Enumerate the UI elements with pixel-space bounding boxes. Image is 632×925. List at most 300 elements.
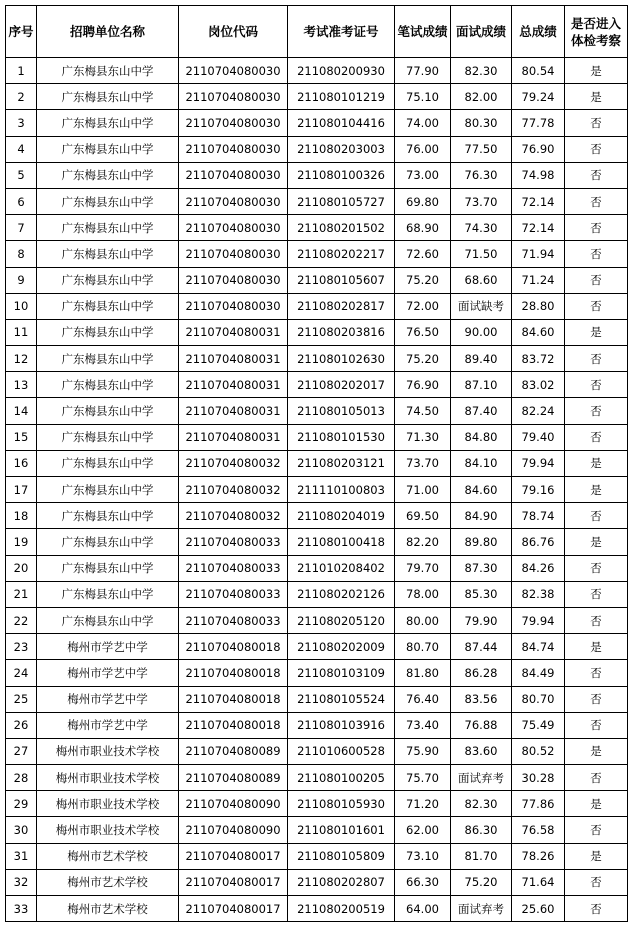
cell-post: 2110704080090: [179, 791, 288, 817]
cell-written: 76.90: [395, 372, 451, 398]
cell-no: 28: [6, 765, 37, 791]
cell-interview: 89.80: [451, 529, 512, 555]
table-row: [6, 581, 628, 607]
cell-written: 73.00: [395, 162, 451, 188]
cell-interview: 84.10: [451, 450, 512, 476]
cell-interview: 87.30: [451, 555, 512, 581]
cell-written: 75.20: [395, 346, 451, 372]
cell-total: 77.78: [512, 110, 565, 136]
cell-post: 2110704080030: [179, 267, 288, 293]
cell-interview: 77.50: [451, 136, 512, 162]
cell-written: 76.50: [395, 319, 451, 345]
cell-written: 76.40: [395, 686, 451, 712]
cell-total: 30.28: [512, 765, 565, 791]
cell-interview: 84.60: [451, 477, 512, 503]
header-total: 总成绩: [512, 6, 565, 58]
cell-post: 2110704080018: [179, 634, 288, 660]
cell-no: 10: [6, 293, 37, 319]
cell-written: 79.70: [395, 555, 451, 581]
cell-no: 30: [6, 817, 37, 843]
cell-exam: 211080105524: [288, 686, 395, 712]
cell-check: 否: [565, 110, 628, 136]
cell-written: 73.10: [395, 843, 451, 869]
cell-total: 77.86: [512, 791, 565, 817]
cell-interview: 74.30: [451, 215, 512, 241]
cell-no: 27: [6, 738, 37, 764]
cell-unit: 梅州市职业技术学校: [37, 791, 179, 817]
cell-interview: 87.40: [451, 398, 512, 424]
table-row: [6, 162, 628, 188]
cell-exam: 211080202807: [288, 869, 395, 895]
cell-unit: 广东梅县东山中学: [37, 424, 179, 450]
cell-post: 2110704080033: [179, 581, 288, 607]
cell-interview: 86.30: [451, 817, 512, 843]
cell-no: 2: [6, 84, 37, 110]
cell-check: 否: [565, 712, 628, 738]
table-row: [6, 712, 628, 738]
cell-unit: 广东梅县东山中学: [37, 162, 179, 188]
cell-total: 74.98: [512, 162, 565, 188]
cell-exam: 211080100418: [288, 529, 395, 555]
cell-post: 2110704080089: [179, 738, 288, 764]
cell-no: 9: [6, 267, 37, 293]
cell-interview: 87.44: [451, 634, 512, 660]
cell-written: 71.00: [395, 477, 451, 503]
cell-unit: 广东梅县东山中学: [37, 58, 179, 84]
cell-total: 72.14: [512, 215, 565, 241]
cell-interview: 84.80: [451, 424, 512, 450]
cell-interview: 87.10: [451, 372, 512, 398]
cell-unit: 广东梅县东山中学: [37, 503, 179, 529]
cell-unit: 广东梅县东山中学: [37, 398, 179, 424]
cell-no: 7: [6, 215, 37, 241]
cell-total: 78.26: [512, 843, 565, 869]
cell-exam: 211080203121: [288, 450, 395, 476]
cell-no: 11: [6, 319, 37, 345]
cell-written: 71.30: [395, 424, 451, 450]
table-row: [6, 843, 628, 869]
cell-no: 33: [6, 896, 37, 922]
table-row: [6, 869, 628, 895]
cell-written: 69.80: [395, 188, 451, 214]
cell-total: 79.94: [512, 450, 565, 476]
cell-interview: 84.90: [451, 503, 512, 529]
cell-check: 否: [565, 660, 628, 686]
cell-no: 23: [6, 634, 37, 660]
cell-interview: 68.60: [451, 267, 512, 293]
cell-unit: 广东梅县东山中学: [37, 607, 179, 633]
cell-unit: 梅州市学艺中学: [37, 634, 179, 660]
table-row: [6, 110, 628, 136]
cell-exam: 211080202126: [288, 581, 395, 607]
table-row: [6, 477, 628, 503]
cell-total: 79.16: [512, 477, 565, 503]
header-written: 笔试成绩: [395, 6, 451, 58]
cell-interview: 82.00: [451, 84, 512, 110]
cell-check: 是: [565, 843, 628, 869]
cell-post: 2110704080030: [179, 162, 288, 188]
cell-interview: 81.70: [451, 843, 512, 869]
cell-no: 4: [6, 136, 37, 162]
cell-no: 18: [6, 503, 37, 529]
cell-exam: 211080101219: [288, 84, 395, 110]
cell-total: 71.94: [512, 241, 565, 267]
cell-total: 84.60: [512, 319, 565, 345]
cell-exam: 211080101530: [288, 424, 395, 450]
cell-check: 是: [565, 84, 628, 110]
cell-written: 73.40: [395, 712, 451, 738]
cell-check: 否: [565, 293, 628, 319]
cell-unit: 广东梅县东山中学: [37, 477, 179, 503]
cell-post: 2110704080033: [179, 607, 288, 633]
cell-written: 66.30: [395, 869, 451, 895]
cell-unit: 广东梅县东山中学: [37, 293, 179, 319]
cell-post: 2110704080017: [179, 843, 288, 869]
cell-interview: 80.30: [451, 110, 512, 136]
cell-exam: 211080100326: [288, 162, 395, 188]
cell-total: 76.58: [512, 817, 565, 843]
cell-post: 2110704080032: [179, 503, 288, 529]
cell-post: 2110704080018: [179, 686, 288, 712]
cell-check: 是: [565, 450, 628, 476]
cell-interview: 85.30: [451, 581, 512, 607]
cell-no: 3: [6, 110, 37, 136]
cell-check: 否: [565, 346, 628, 372]
cell-total: 83.02: [512, 372, 565, 398]
table-row: [6, 293, 628, 319]
header-row: [6, 6, 628, 58]
cell-unit: 梅州市艺术学校: [37, 843, 179, 869]
cell-written: 82.20: [395, 529, 451, 555]
cell-total: 72.14: [512, 188, 565, 214]
table-row: [6, 346, 628, 372]
header-post: 岗位代码: [179, 6, 288, 58]
cell-check: 否: [565, 398, 628, 424]
cell-check: 是: [565, 477, 628, 503]
cell-no: 22: [6, 607, 37, 633]
cell-interview: 79.90: [451, 607, 512, 633]
cell-post: 2110704080030: [179, 241, 288, 267]
cell-check: 是: [565, 529, 628, 555]
cell-exam: 211080202817: [288, 293, 395, 319]
cell-no: 24: [6, 660, 37, 686]
cell-check: 是: [565, 738, 628, 764]
cell-interview: 76.88: [451, 712, 512, 738]
cell-check: 是: [565, 791, 628, 817]
cell-written: 76.00: [395, 136, 451, 162]
cell-post: 2110704080030: [179, 215, 288, 241]
cell-exam: 211080200930: [288, 58, 395, 84]
cell-exam: 211080205120: [288, 607, 395, 633]
cell-interview: 面试弃考: [451, 765, 512, 791]
cell-no: 20: [6, 555, 37, 581]
cell-no: 32: [6, 869, 37, 895]
cell-interview: 83.60: [451, 738, 512, 764]
cell-unit: 广东梅县东山中学: [37, 581, 179, 607]
cell-check: 否: [565, 555, 628, 581]
cell-unit: 广东梅县东山中学: [37, 84, 179, 110]
cell-check: 否: [565, 424, 628, 450]
cell-exam: 211080200519: [288, 896, 395, 922]
header-unit: 招聘单位名称: [37, 6, 179, 58]
cell-check: 否: [565, 215, 628, 241]
cell-unit: 梅州市学艺中学: [37, 686, 179, 712]
cell-no: 1: [6, 58, 37, 84]
cell-total: 75.49: [512, 712, 565, 738]
cell-total: 78.74: [512, 503, 565, 529]
cell-total: 79.40: [512, 424, 565, 450]
cell-exam: 211080105607: [288, 267, 395, 293]
table-row: [6, 319, 628, 345]
cell-check: 否: [565, 372, 628, 398]
cell-interview: 76.30: [451, 162, 512, 188]
cell-exam: 211080204019: [288, 503, 395, 529]
table-row: [6, 634, 628, 660]
cell-post: 2110704080030: [179, 110, 288, 136]
cell-check: 否: [565, 241, 628, 267]
cell-interview: 82.30: [451, 791, 512, 817]
cell-written: 71.20: [395, 791, 451, 817]
cell-interview: 86.28: [451, 660, 512, 686]
cell-written: 75.20: [395, 267, 451, 293]
table-row: [6, 188, 628, 214]
cell-no: 13: [6, 372, 37, 398]
cell-post: 2110704080017: [179, 896, 288, 922]
cell-check: 是: [565, 58, 628, 84]
cell-exam: 211080203816: [288, 319, 395, 345]
cell-unit: 梅州市学艺中学: [37, 712, 179, 738]
cell-no: 25: [6, 686, 37, 712]
cell-check: 否: [565, 896, 628, 922]
cell-post: 2110704080017: [179, 869, 288, 895]
cell-interview: 83.56: [451, 686, 512, 712]
cell-written: 75.90: [395, 738, 451, 764]
cell-written: 78.00: [395, 581, 451, 607]
cell-exam: 211080104416: [288, 110, 395, 136]
cell-total: 79.94: [512, 607, 565, 633]
table-row: [6, 267, 628, 293]
cell-written: 74.00: [395, 110, 451, 136]
cell-post: 2110704080031: [179, 398, 288, 424]
cell-interview: 75.20: [451, 869, 512, 895]
cell-post: 2110704080032: [179, 477, 288, 503]
cell-written: 72.00: [395, 293, 451, 319]
cell-post: 2110704080018: [179, 660, 288, 686]
cell-no: 26: [6, 712, 37, 738]
cell-written: 80.00: [395, 607, 451, 633]
cell-written: 75.10: [395, 84, 451, 110]
cell-post: 2110704080030: [179, 293, 288, 319]
cell-interview: 面试缺考: [451, 293, 512, 319]
cell-exam: 211080105930: [288, 791, 395, 817]
cell-total: 84.49: [512, 660, 565, 686]
cell-interview: 71.50: [451, 241, 512, 267]
cell-written: 74.50: [395, 398, 451, 424]
table-row: [6, 529, 628, 555]
cell-total: 28.80: [512, 293, 565, 319]
cell-check: 否: [565, 607, 628, 633]
cell-no: 19: [6, 529, 37, 555]
cell-post: 2110704080031: [179, 372, 288, 398]
table-row: [6, 215, 628, 241]
table-row: [6, 241, 628, 267]
cell-total: 80.54: [512, 58, 565, 84]
table-row: [6, 136, 628, 162]
table-row: [6, 686, 628, 712]
cell-check: 否: [565, 162, 628, 188]
cell-total: 80.70: [512, 686, 565, 712]
cell-unit: 广东梅县东山中学: [37, 136, 179, 162]
cell-post: 2110704080030: [179, 58, 288, 84]
cell-unit: 广东梅县东山中学: [37, 529, 179, 555]
cell-written: 64.00: [395, 896, 451, 922]
table-row: [6, 738, 628, 764]
cell-unit: 广东梅县东山中学: [37, 110, 179, 136]
cell-unit: 广东梅县东山中学: [37, 215, 179, 241]
table-row: [6, 450, 628, 476]
cell-no: 16: [6, 450, 37, 476]
cell-interview: 73.70: [451, 188, 512, 214]
cell-unit: 梅州市艺术学校: [37, 869, 179, 895]
cell-interview: 90.00: [451, 319, 512, 345]
cell-exam: 211080203003: [288, 136, 395, 162]
cell-interview: 面试弃考: [451, 896, 512, 922]
cell-unit: 梅州市职业技术学校: [37, 765, 179, 791]
cell-exam: 211080202009: [288, 634, 395, 660]
cell-check: 否: [565, 765, 628, 791]
cell-unit: 广东梅县东山中学: [37, 450, 179, 476]
cell-no: 21: [6, 581, 37, 607]
cell-post: 2110704080089: [179, 765, 288, 791]
cell-total: 76.90: [512, 136, 565, 162]
cell-exam: 211080101601: [288, 817, 395, 843]
cell-unit: 广东梅县东山中学: [37, 319, 179, 345]
cell-unit: 广东梅县东山中学: [37, 372, 179, 398]
cell-unit: 梅州市职业技术学校: [37, 738, 179, 764]
table-row: [6, 765, 628, 791]
cell-post: 2110704080018: [179, 712, 288, 738]
cell-unit: 广东梅县东山中学: [37, 188, 179, 214]
cell-no: 14: [6, 398, 37, 424]
cell-no: 17: [6, 477, 37, 503]
table-row: [6, 817, 628, 843]
cell-total: 83.72: [512, 346, 565, 372]
header-interview: 面试成绩: [451, 6, 512, 58]
cell-written: 73.70: [395, 450, 451, 476]
cell-no: 8: [6, 241, 37, 267]
cell-exam: 211080105013: [288, 398, 395, 424]
cell-exam: 211080103109: [288, 660, 395, 686]
cell-no: 15: [6, 424, 37, 450]
header-no: 序号: [6, 6, 37, 58]
cell-no: 12: [6, 346, 37, 372]
cell-check: 否: [565, 267, 628, 293]
cell-total: 71.64: [512, 869, 565, 895]
cell-unit: 梅州市艺术学校: [37, 896, 179, 922]
cell-total: 84.74: [512, 634, 565, 660]
cell-written: 62.00: [395, 817, 451, 843]
cell-exam: 211110100803: [288, 477, 395, 503]
table-row: [6, 660, 628, 686]
cell-total: 84.26: [512, 555, 565, 581]
cell-exam: 211010600528: [288, 738, 395, 764]
cell-written: 69.50: [395, 503, 451, 529]
table-row: [6, 84, 628, 110]
cell-written: 81.80: [395, 660, 451, 686]
cell-post: 2110704080033: [179, 555, 288, 581]
cell-exam: 211080100205: [288, 765, 395, 791]
cell-no: 6: [6, 188, 37, 214]
table-row: [6, 58, 628, 84]
cell-no: 5: [6, 162, 37, 188]
table-row: [6, 503, 628, 529]
cell-exam: 211080202217: [288, 241, 395, 267]
cell-check: 否: [565, 136, 628, 162]
cell-exam: 211080201502: [288, 215, 395, 241]
cell-check: 否: [565, 188, 628, 214]
cell-total: 80.52: [512, 738, 565, 764]
cell-post: 2110704080032: [179, 450, 288, 476]
table-row: [6, 372, 628, 398]
cell-check: 是: [565, 634, 628, 660]
cell-post: 2110704080030: [179, 136, 288, 162]
header-exam: 考试准考证号: [288, 6, 395, 58]
table-row: [6, 896, 628, 922]
cell-post: 2110704080030: [179, 84, 288, 110]
cell-exam: 211080202017: [288, 372, 395, 398]
table-body: [6, 58, 628, 922]
table-row: [6, 398, 628, 424]
cell-unit: 广东梅县东山中学: [37, 267, 179, 293]
cell-interview: 82.30: [451, 58, 512, 84]
cell-total: 82.38: [512, 581, 565, 607]
cell-check: 否: [565, 581, 628, 607]
cell-total: 25.60: [512, 896, 565, 922]
cell-post: 2110704080031: [179, 319, 288, 345]
table-row: [6, 555, 628, 581]
cell-check: 否: [565, 503, 628, 529]
cell-total: 71.24: [512, 267, 565, 293]
cell-unit: 广东梅县东山中学: [37, 241, 179, 267]
cell-total: 82.24: [512, 398, 565, 424]
cell-unit: 梅州市职业技术学校: [37, 817, 179, 843]
cell-post: 2110704080031: [179, 346, 288, 372]
cell-written: 68.90: [395, 215, 451, 241]
cell-written: 80.70: [395, 634, 451, 660]
cell-no: 31: [6, 843, 37, 869]
cell-unit: 广东梅县东山中学: [37, 346, 179, 372]
cell-check: 否: [565, 869, 628, 895]
cell-post: 2110704080033: [179, 529, 288, 555]
cell-written: 72.60: [395, 241, 451, 267]
cell-unit: 广东梅县东山中学: [37, 555, 179, 581]
header-check: 是否进入体检考察: [565, 6, 628, 58]
cell-post: 2110704080030: [179, 188, 288, 214]
cell-total: 79.24: [512, 84, 565, 110]
cell-unit: 梅州市学艺中学: [37, 660, 179, 686]
table-row: [6, 424, 628, 450]
cell-exam: 211080105727: [288, 188, 395, 214]
cell-exam: 211080103916: [288, 712, 395, 738]
cell-post: 2110704080090: [179, 817, 288, 843]
cell-written: 75.70: [395, 765, 451, 791]
cell-interview: 89.40: [451, 346, 512, 372]
cell-exam: 211080105809: [288, 843, 395, 869]
table-row: [6, 607, 628, 633]
table-row: [6, 791, 628, 817]
cell-check: 是: [565, 319, 628, 345]
cell-check: 否: [565, 817, 628, 843]
